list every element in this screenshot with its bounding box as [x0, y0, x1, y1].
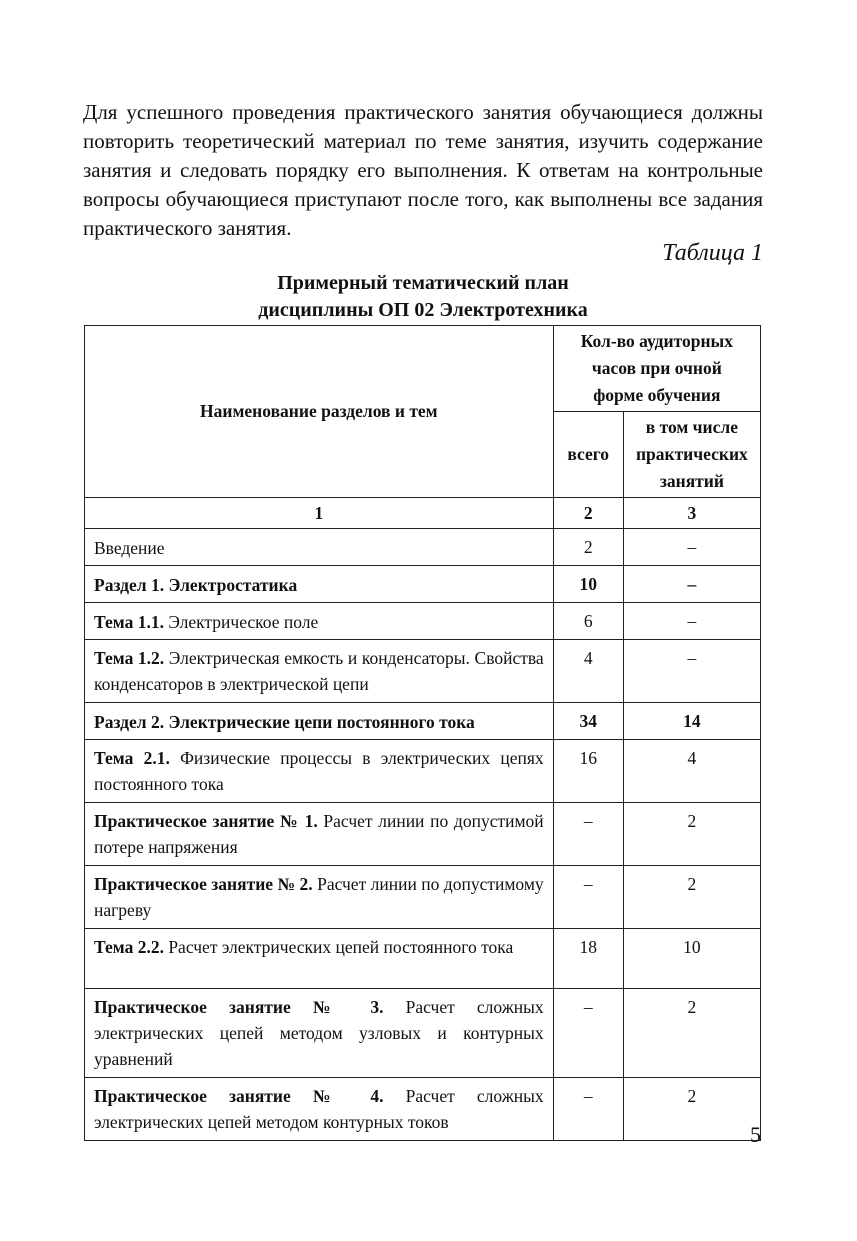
row-topic-name [85, 603, 554, 640]
row-topic-text: Расчет линии по допустимой потере напряжения [94, 811, 544, 857]
table-label: Таблица 1 [662, 240, 763, 266]
table-row [85, 1078, 761, 1141]
table-body [85, 529, 761, 1141]
column-number-2: 2 [553, 498, 623, 529]
row-topic-text: Расчет сложных электрических цепей методом узловых и контурных уравнений [94, 997, 544, 1069]
row-topic-bold-label: Практическое занятие № 1. [94, 811, 318, 831]
row-practical-hours: 10 [623, 929, 760, 989]
table-title-line1: Примерный тематический план [277, 272, 569, 294]
table-row [85, 603, 761, 640]
page-number: 5 [750, 1122, 761, 1147]
row-topic-bold-label: Раздел 1. Электростатика [94, 575, 298, 595]
column-number-3: 3 [623, 498, 760, 529]
row-topic-name [85, 803, 554, 866]
row-topic-name [85, 1078, 554, 1141]
row-topic-text: Расчет линии по допустимому нагреву [94, 874, 544, 920]
row-practical-hours: 2 [623, 1078, 760, 1141]
row-topic-bold-label: Тема 2.1. [94, 748, 170, 768]
header-hours-group: Кол-во аудиторных часов при очной форме обучения [553, 326, 760, 412]
row-topic-bold-label: Тема 2.2. [94, 937, 164, 957]
row-total-hours: 2 [553, 529, 623, 566]
row-practical-hours: – [623, 603, 760, 640]
header-practical: в том числе практических занятий [623, 412, 760, 498]
table-row [85, 566, 761, 603]
row-practical-hours: 2 [623, 803, 760, 866]
thematic-plan-table [84, 325, 761, 1141]
column-number-1: 1 [85, 498, 554, 529]
row-practical-hours: – [623, 640, 760, 703]
row-topic-name [85, 529, 554, 566]
row-topic-name [85, 929, 554, 989]
table-row [85, 866, 761, 929]
header-total: всего [553, 412, 623, 498]
row-topic-text: Введение [94, 538, 165, 558]
row-topic-bold-label: Практическое занятие № 3. [94, 997, 384, 1017]
row-topic-text: Расчет электрических цепей постоянного тока [163, 937, 514, 957]
row-topic-bold-label: Практическое занятие № 2. [94, 874, 313, 894]
row-topic-bold-label: Тема 1.2. [94, 648, 165, 668]
row-topic-name [85, 640, 554, 703]
table-row [85, 740, 761, 803]
row-practical-hours: 2 [623, 989, 760, 1078]
row-topic-name [85, 703, 554, 740]
row-topic-text: Расчет сложных электрических цепей методом контурных токов [94, 1086, 544, 1132]
row-topic-text: Электрическое поле [163, 612, 319, 632]
table-row [85, 803, 761, 866]
row-total-hours: – [553, 1078, 623, 1141]
row-total-hours: 34 [553, 703, 623, 740]
row-total-hours: 16 [553, 740, 623, 803]
row-topic-bold-label: Тема 1.1. [94, 612, 164, 632]
row-practical-hours: 4 [623, 740, 760, 803]
row-total-hours: 4 [553, 640, 623, 703]
table-row [85, 640, 761, 703]
row-topic-name [85, 866, 554, 929]
table-row [85, 703, 761, 740]
row-practical-hours: – [623, 566, 760, 603]
intro-paragraph: Для успешного проведения практического занятия обучающиеся должны повторить теоретический материал по теме занятия, изучить содержание занятия и следовать порядку его выполнения. К ответам на контрольные вопросы обучающиеся приступают после того, как выполнены все задания практического занятия. [83, 100, 763, 240]
table-row [85, 989, 761, 1078]
row-topic-bold-label: Практическое занятие № 4. [94, 1086, 384, 1106]
row-practical-hours: – [623, 529, 760, 566]
table-row [85, 529, 761, 566]
row-total-hours: – [553, 866, 623, 929]
table-row [85, 929, 761, 989]
row-topic-text: Электрическая емкость и конденсаторы. Свойства конденсаторов в электрической цепи [94, 648, 544, 694]
row-topic-text: Физические процессы в электрических цепях постоянного тока [94, 748, 544, 794]
row-practical-hours: 14 [623, 703, 760, 740]
row-total-hours: 18 [553, 929, 623, 989]
row-total-hours: 6 [553, 603, 623, 640]
row-total-hours: 10 [553, 566, 623, 603]
header-sections-and-topics: Наименование разделов и тем [85, 326, 554, 498]
row-topic-bold-label: Раздел 2. Электрические цепи постоянного тока [94, 712, 475, 732]
row-practical-hours: 2 [623, 866, 760, 929]
row-topic-name [85, 566, 554, 603]
row-total-hours: – [553, 803, 623, 866]
row-topic-name [85, 989, 554, 1078]
row-topic-name [85, 740, 554, 803]
table-title-line2: дисциплины ОП 02 Электротехника [258, 299, 588, 321]
row-total-hours: – [553, 989, 623, 1078]
